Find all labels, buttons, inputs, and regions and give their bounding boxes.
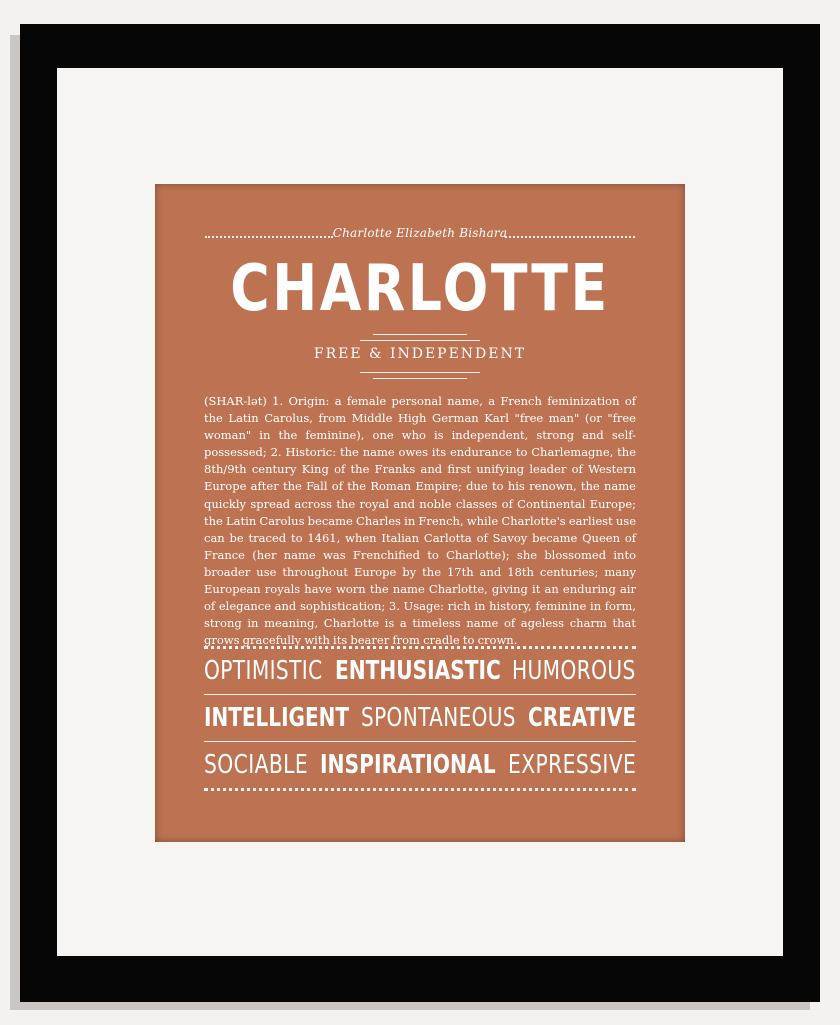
- trait: OPTIMISTIC: [204, 656, 323, 686]
- traits-divider-2: [204, 741, 636, 742]
- dotted-rule-traits-top: [204, 646, 636, 649]
- meaning-rule-top: [373, 334, 467, 335]
- picture-frame: [20, 24, 820, 1002]
- meaning-rule-bottom: [360, 372, 480, 373]
- name-meaning: FREE & INDEPENDENT: [313, 346, 527, 362]
- trait: SOCIABLE: [204, 750, 309, 780]
- full-name: Charlotte Elizabeth Bishara: [332, 226, 508, 240]
- trait: INSPIRATIONAL: [320, 750, 496, 780]
- name-print: [155, 184, 685, 842]
- frame-mat: [57, 68, 783, 956]
- trait: HUMOROUS: [512, 656, 637, 686]
- trait: ENTHUSIASTIC: [334, 656, 501, 686]
- traits-row-2: [204, 703, 636, 733]
- name-definition: (SHAR-lət) 1. Origin: a female personal name, a French feminization of the Latin Carolus, from Middle High German Karl "free man" (or "free woman" in the feminine), one who is independent, strong and self-possessed; 2. Historic: the name owes its endurance to Charlemagne, the 8th/9th century King of the Franks and first unifying leader of Western Europe after the Fall of the Roman Empire; due to his renown, the name quickly spread across the royal and noble classes of Continental Europe; the Latin Carolus became Charles in French, while Charlotte's earliest use can be traced to 1461, when Italian Carlotta of Savoy became Queen of France (her name was Frenchified to Charlotte); she blossomed into broader use throughout Europe by the 17th and 18th centuries; many European royals have worn the name Charlotte, giving it an enduring air of elegance and sophistication; 3. Usage: rich in history, feminine in form, strong in meaning, Charlotte is a timeless name of ageless charm that grows gracefully with its bearer from cradle to crown.: [204, 394, 636, 648]
- meaning-rule-bottom-2: [373, 378, 467, 379]
- traits-row-1: [204, 656, 636, 686]
- name-title: CHARLOTTE: [230, 252, 610, 326]
- trait: CREATIVE: [527, 703, 637, 733]
- dotted-rule-traits-bottom: [204, 788, 636, 791]
- traits-row-3: [204, 750, 636, 780]
- trait: SPONTANEOUS: [361, 703, 516, 733]
- trait: EXPRESSIVE: [507, 750, 637, 780]
- trait: INTELLIGENT: [204, 703, 350, 733]
- meaning-rule-top-2: [360, 340, 480, 341]
- traits-divider-1: [204, 694, 636, 695]
